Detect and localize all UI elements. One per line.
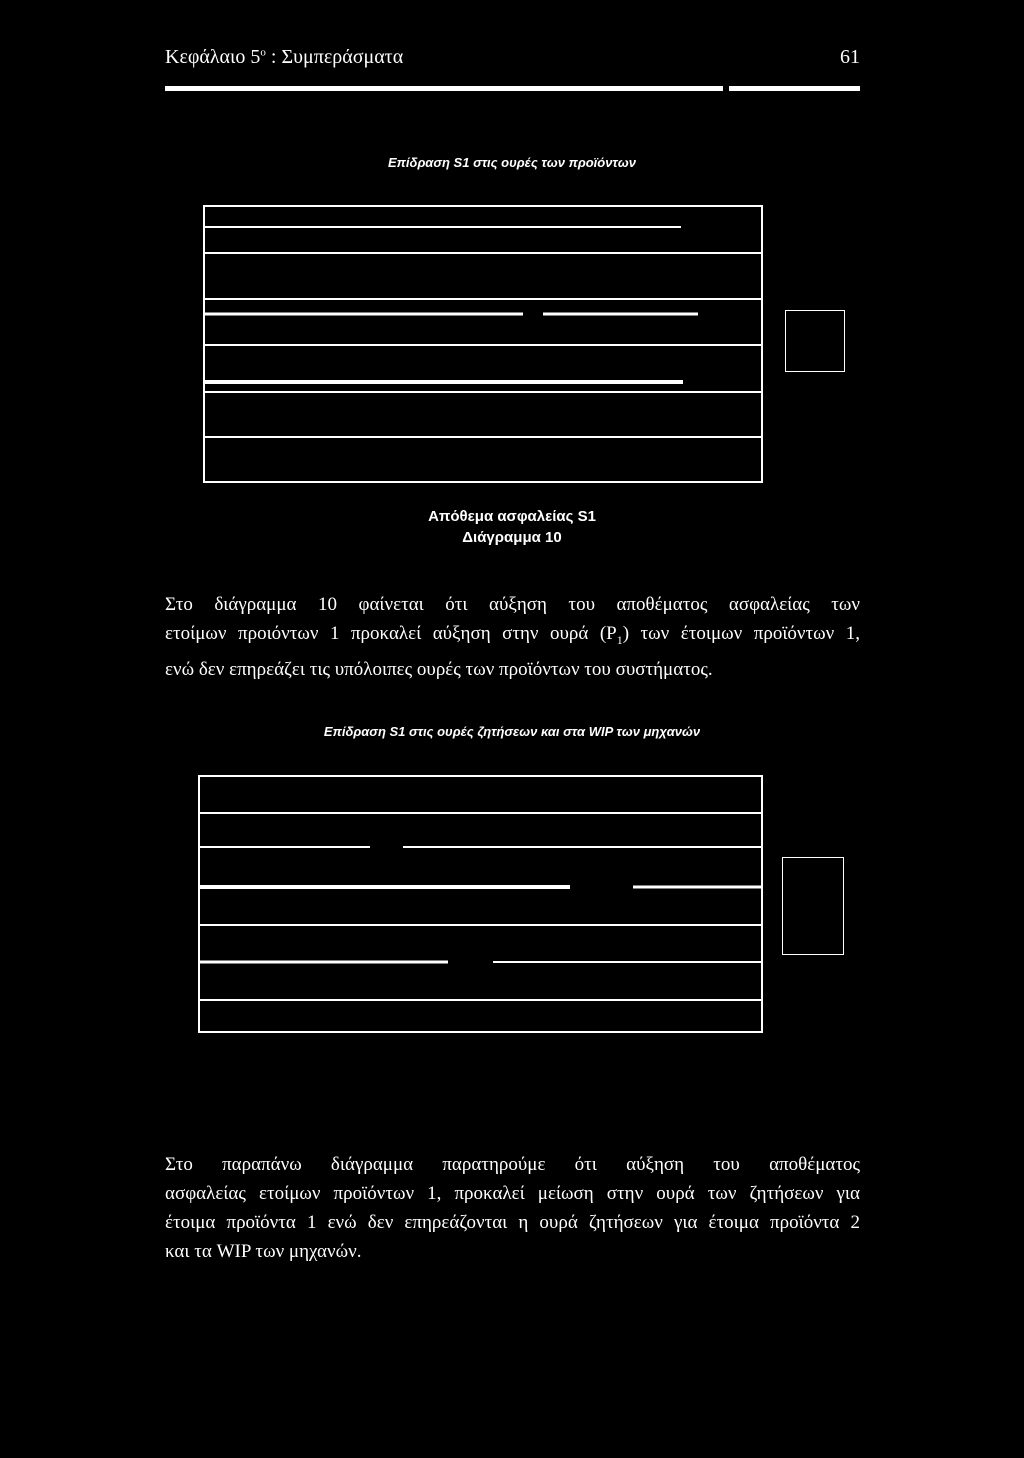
page-number: 61 [840,46,860,68]
paragraph-2 [165,1150,860,1266]
para2-line1: Στο παραπάνω διάγραμμα παρατηρούμε ότι αύξηση του αποθέματος [165,1154,860,1175]
para2-line4: και τα WIP των μηχανών. [165,1241,362,1262]
para1-line3: ενώ δεν επηρεάζει τις υπόλοιπες ουρές των προϊόντων του συστήματος. [165,658,713,680]
page-header [165,46,860,76]
figure1-axis-label: Απόθεμα ασφαλείας S1 [428,508,596,525]
figure2-title: Επίδραση S1 στις ουρές ζητήσεων και στα WIP των μηχανών [323,724,701,739]
paragraph-1 [165,590,860,684]
para2-line2: ασφαλείας ετοίμων προϊόντων 1, προκαλεί μείωση στην ουρά των ζητήσεων για [165,1183,860,1204]
figure1-caption [0,506,1024,548]
figure1-number: Διάγραμμα 10 [462,529,562,546]
para1-line2: ετοίμων προιόντων 1 προκαλεί αύξηση στην ουρά $(P_1)$ των έτοιμων προϊόντων 1, [165,623,860,647]
figure2-gridlines [198,775,763,1033]
figure1-title: Επίδραση S1 στις ουρές των προϊόντων [387,155,637,170]
figure2-legend [782,857,844,955]
figure1-gridlines [203,205,763,483]
chapter-heading: Κεφάλαιο $5^o$ : Συμπεράσματα [165,46,404,68]
header-rule [165,86,860,91]
para1-line1: Στο διάγραμμα 10 φαίνεται ότι αύξηση του αποθέματος ασφαλείας των [165,594,860,615]
para2-line3: έτοιμα προϊόντα 1 ενώ δεν επηρεάζονται η ουρά ζητήσεων για έτοιμα προϊόντα 2 [165,1212,860,1233]
figure1-legend [785,310,845,372]
